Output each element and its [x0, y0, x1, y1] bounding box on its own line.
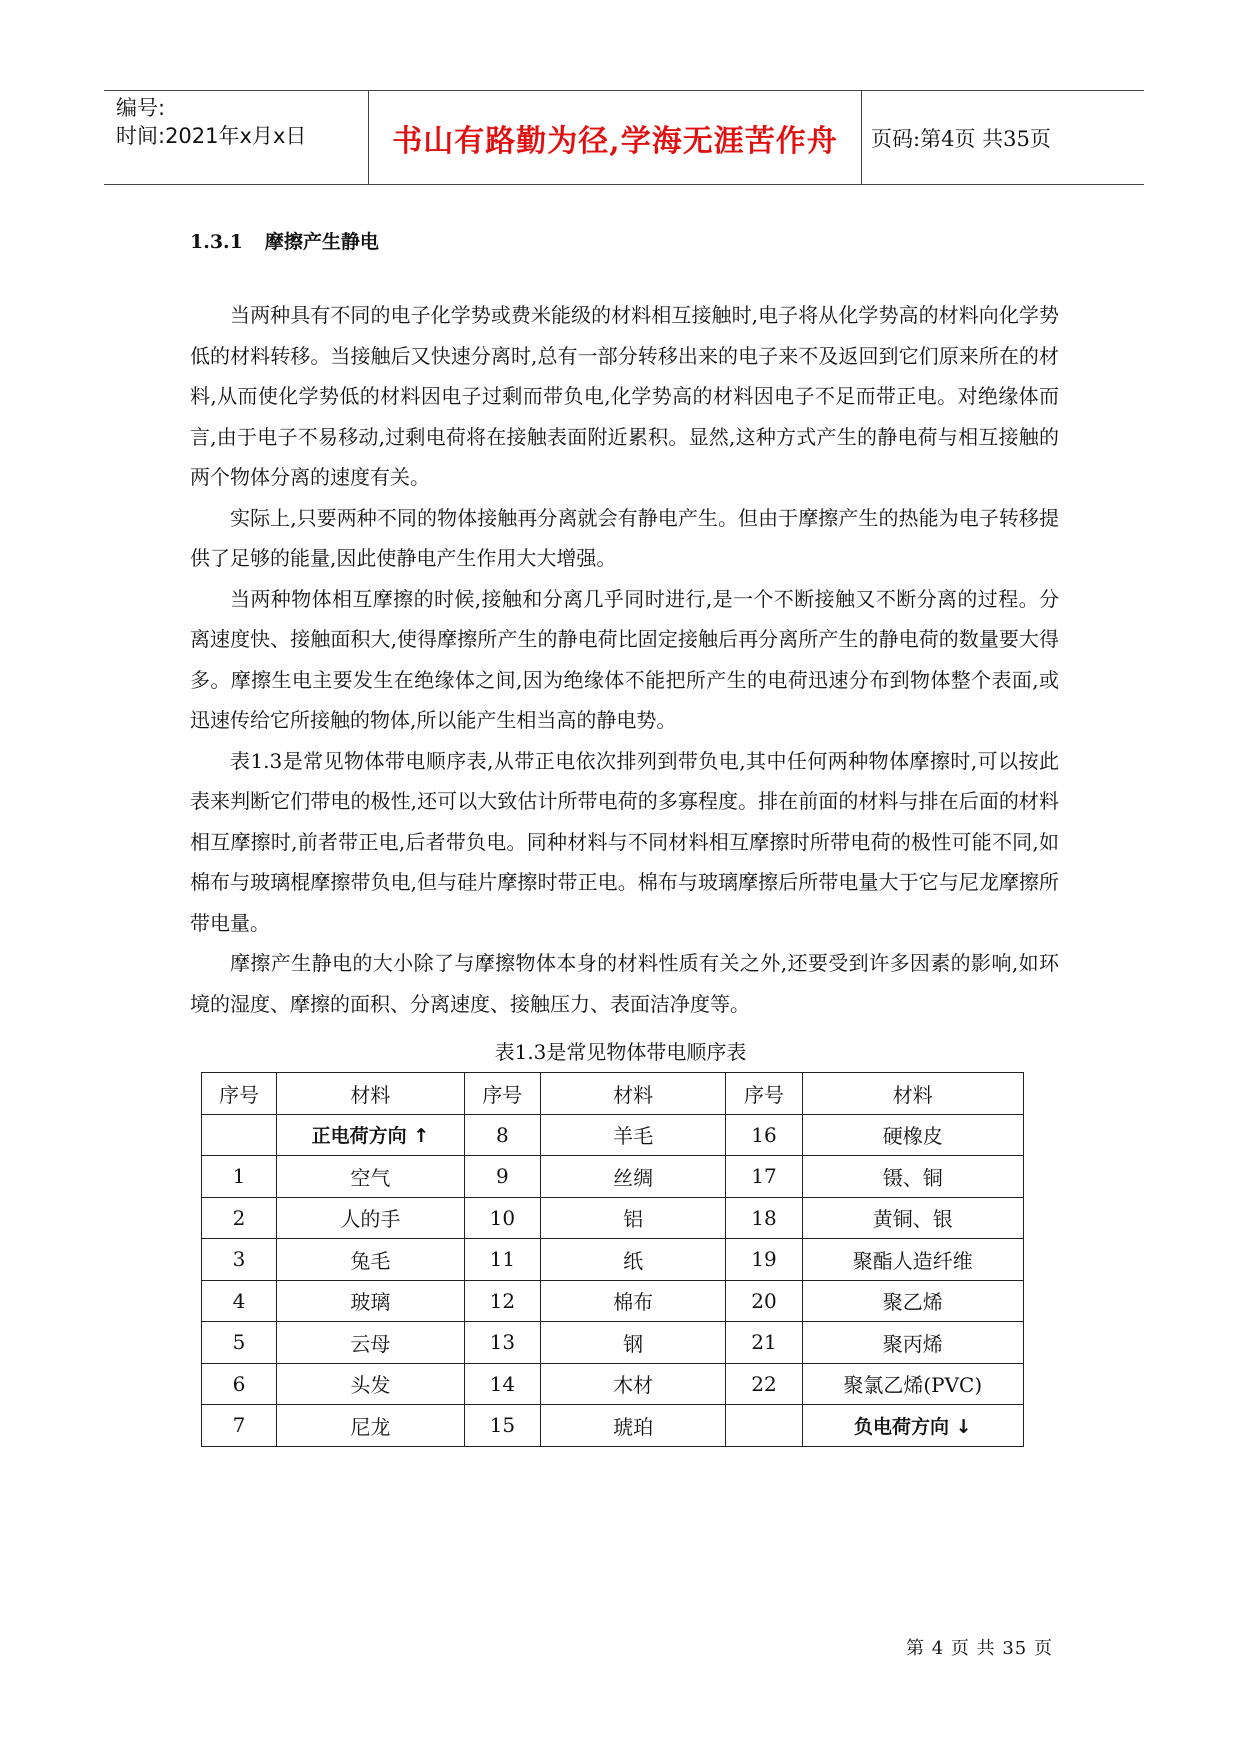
- table-cell: 18: [726, 1197, 802, 1239]
- paragraph: 当两种物体相互摩擦的时候,接触和分离几乎同时进行,是一个不断接触又不断分离的过程。分离速度快、接触面积大,使得摩擦所产生的静电荷比固定接触后再分离所产生的静电荷的数量要大得多。摩擦生电主要发生在绝缘体之间,因为绝缘体不能把所产生的电荷迅速分布到物体整个表面,或迅速传给它所接触的物体,所以能产生相当高的静电势。: [190, 586, 1059, 732]
- column-header: 材料: [276, 1073, 464, 1115]
- table-row: [202, 1156, 1024, 1198]
- paragraph: 表1.3是常见物体带电顺序表,从带正电依次排列到带负电,其中任何两种物体摩擦时,可以按此表来判断它们带电的极性,还可以大致估计所带电荷的多寡程度。排在前面的材料与排在后面的材料相互摩擦时,前者带正电,后者带负电。同种材料与不同材料相互摩擦时所带电荷的极性可能不同,如棉布与玻璃棍摩擦带负电,但与硅片摩擦时带正电。棉布与玻璃摩擦后所带电量大于它与尼龙摩擦所带电量。: [190, 748, 1059, 935]
- table-row: [202, 1405, 1024, 1447]
- table-cell: 8: [464, 1114, 540, 1156]
- column-header: 材料: [540, 1073, 726, 1115]
- table-cell: 兔毛: [276, 1239, 464, 1281]
- body-text: [190, 295, 1059, 1024]
- table-row: [202, 1280, 1024, 1322]
- table-cell: 玻璃: [276, 1280, 464, 1322]
- table-cell: 1: [202, 1156, 277, 1198]
- table-cell: 头发: [276, 1363, 464, 1405]
- table-cell: 空气: [276, 1156, 464, 1198]
- column-header: 序号: [202, 1073, 277, 1115]
- table-cell: 镊、铜: [802, 1156, 1023, 1198]
- table-cell: 12: [464, 1280, 540, 1322]
- table-cell: 聚酯人造纤维: [802, 1239, 1023, 1281]
- table-cell: 丝绸: [540, 1156, 726, 1198]
- triboelectric-series-table: [201, 1072, 1024, 1447]
- table-cell: 云母: [276, 1322, 464, 1364]
- table-row: [202, 1363, 1024, 1405]
- table-cell: 11: [464, 1239, 540, 1281]
- column-header: 序号: [726, 1073, 802, 1115]
- table-cell: 棉布: [540, 1280, 726, 1322]
- table-cell: 14: [464, 1363, 540, 1405]
- table-row: [202, 1197, 1024, 1239]
- table-cell: 羊毛: [540, 1114, 726, 1156]
- table-cell: 硬橡皮: [802, 1114, 1023, 1156]
- header-motto: 书山有路勤为径,学海无涯苦作舟: [392, 123, 838, 159]
- table-header-row: [202, 1073, 1024, 1115]
- table-cell: 钢: [540, 1322, 726, 1364]
- positive-charge-direction: 正电荷方向 ↑: [276, 1114, 464, 1156]
- paragraph: 摩擦产生静电的大小除了与摩擦物体本身的材料性质有关之外,还要受到许多因素的影响,如环境的湿度、摩擦的面积、分离速度、接触压力、表面洁净度等。: [190, 951, 1059, 1016]
- table-cell: 9: [464, 1156, 540, 1198]
- table-row: [202, 1114, 1024, 1156]
- table-cell: 聚氯乙烯(PVC): [802, 1363, 1023, 1405]
- paragraph: 当两种具有不同的电子化学势或费米能级的材料相互接触时,电子将从化学势高的材料向化学势低的材料转移。当接触后又快速分离时,总有一部分转移出来的电子来不及返回到它们原来所在的材料,从而使化学势低的材料因电子过剩而带负电,化学势高的材料因电子不足而带正电。对绝缘体而言,由于电子不易移动,过剩电荷将在接触表面附近累积。显然,这种方式产生的静电荷与相互接触的两个物体分离的速度有关。: [190, 303, 1059, 489]
- table-cell: 聚丙烯: [802, 1322, 1023, 1364]
- paragraph: 实际上,只要两种不同的物体接触再分离就会有静电产生。但由于摩擦产生的热能为电子转移提供了足够的能量,因此使静电产生作用大大增强。: [190, 505, 1059, 570]
- table-cell: [726, 1405, 802, 1447]
- page-header: [104, 90, 1144, 185]
- table-cell: 21: [726, 1322, 802, 1364]
- table-cell: [202, 1114, 277, 1156]
- document-code-label: 编号:: [116, 96, 166, 120]
- table-row: [202, 1322, 1024, 1364]
- table-cell: 16: [726, 1114, 802, 1156]
- document-time-label: 时间:2021年x月x日: [116, 124, 307, 148]
- table-cell: 20: [726, 1280, 802, 1322]
- header-page-number: 页码:第4页 共35页: [871, 126, 1051, 151]
- table-cell: 铝: [540, 1197, 726, 1239]
- table-caption: 表1.3是常见物体带电顺序表: [494, 1040, 747, 1064]
- column-header: 序号: [464, 1073, 540, 1115]
- negative-charge-direction: 负电荷方向 ↓: [802, 1405, 1023, 1447]
- table-cell: 22: [726, 1363, 802, 1405]
- section-title: 摩擦产生静电: [264, 231, 379, 253]
- table-cell: 聚乙烯: [802, 1280, 1023, 1322]
- table-cell: 人的手: [276, 1197, 464, 1239]
- table-cell: 19: [726, 1239, 802, 1281]
- header-meta: [116, 91, 366, 184]
- table-cell: 5: [202, 1322, 277, 1364]
- table-cell: 尼龙: [276, 1405, 464, 1447]
- header-divider: [861, 91, 862, 184]
- section-number: 1.3.1: [190, 231, 243, 253]
- table-cell: 2: [202, 1197, 277, 1239]
- page-footer: 第 4 页 共 35 页: [906, 1638, 1053, 1659]
- table-cell: 4: [202, 1280, 277, 1322]
- table-cell: 琥珀: [540, 1405, 726, 1447]
- table-cell: 17: [726, 1156, 802, 1198]
- table-cell: 10: [464, 1197, 540, 1239]
- table-cell: 13: [464, 1322, 540, 1364]
- table-cell: 木材: [540, 1363, 726, 1405]
- column-header: 材料: [802, 1073, 1023, 1115]
- table-row: [202, 1239, 1024, 1281]
- table-cell: 纸: [540, 1239, 726, 1281]
- table-cell: 6: [202, 1363, 277, 1405]
- table-cell: 黄铜、银: [802, 1197, 1023, 1239]
- table-cell: 7: [202, 1405, 277, 1447]
- table-cell: 3: [202, 1239, 277, 1281]
- section-heading: [190, 227, 379, 254]
- table-cell: 15: [464, 1405, 540, 1447]
